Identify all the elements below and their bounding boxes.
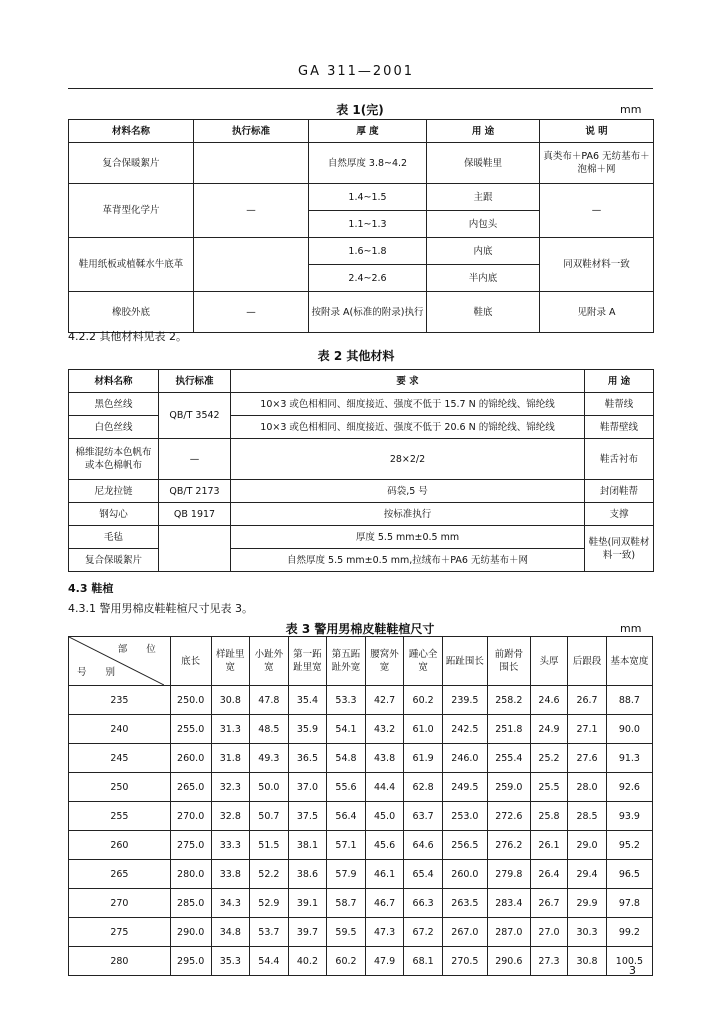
- table1-cell-thickness: 自然厚度 3.8~4.2: [309, 143, 427, 184]
- table1-header-cell: 厚 度: [309, 120, 427, 143]
- value-cell: 239.5: [442, 686, 487, 715]
- value-cell: 61.0: [404, 715, 443, 744]
- value-cell: 285.0: [170, 889, 211, 918]
- table1-cell-standard: [194, 143, 309, 184]
- table-row: [69, 715, 653, 744]
- value-cell: 50.0: [250, 773, 289, 802]
- table-row: [69, 526, 654, 549]
- table-row: [69, 503, 654, 526]
- value-cell: 39.1: [288, 889, 327, 918]
- value-cell: 34.8: [211, 918, 250, 947]
- value-cell: 260.0: [170, 744, 211, 773]
- value-cell: 37.5: [288, 802, 327, 831]
- value-cell: 31.3: [211, 715, 250, 744]
- table1-cell-use: 保暖鞋里: [427, 143, 540, 184]
- corner-top-label: 部 位: [117, 644, 164, 655]
- value-cell: 54.1: [327, 715, 366, 744]
- table2-header-cell: 材料名称: [69, 370, 159, 393]
- value-cell: 26.7: [530, 889, 568, 918]
- size-cell: 240: [69, 715, 171, 744]
- table1-cell-thickness: 1.6~1.8: [309, 238, 427, 265]
- table1-header-cell: 执行标准: [194, 120, 309, 143]
- table-row: [69, 860, 653, 889]
- section-4-2-2: 4.2.2 其他材料见表 2。: [68, 330, 187, 343]
- table1-cell-note: —: [540, 184, 654, 238]
- table2-header-cell: 执行标准: [159, 370, 231, 393]
- value-cell: 65.4: [404, 860, 443, 889]
- value-cell: 33.8: [211, 860, 250, 889]
- value-cell: 27.0: [530, 918, 568, 947]
- value-cell: 255.4: [487, 744, 530, 773]
- table2-cell-req: 码袋,5 号: [231, 480, 585, 503]
- value-cell: 32.8: [211, 802, 250, 831]
- table1-header-row: [69, 120, 654, 143]
- table1-cell-standard: [194, 238, 309, 292]
- value-cell: 295.0: [170, 947, 211, 976]
- value-cell: 47.9: [365, 947, 404, 976]
- corner-bottom-label: 号 别: [77, 667, 124, 678]
- value-cell: 53.3: [327, 686, 366, 715]
- value-cell: 93.9: [606, 802, 652, 831]
- value-cell: 35.9: [288, 715, 327, 744]
- value-cell: 39.7: [288, 918, 327, 947]
- value-cell: 25.8: [530, 802, 568, 831]
- value-cell: 275.0: [170, 831, 211, 860]
- table2-caption: 表 2 其他材料: [317, 349, 395, 363]
- value-cell: 33.3: [211, 831, 250, 860]
- value-cell: 99.2: [606, 918, 652, 947]
- value-cell: 47.3: [365, 918, 404, 947]
- value-cell: 270.0: [170, 802, 211, 831]
- table-row: [69, 292, 654, 333]
- table-row: [69, 416, 654, 439]
- value-cell: 251.8: [487, 715, 530, 744]
- value-cell: 259.0: [487, 773, 530, 802]
- table-row: [69, 773, 653, 802]
- value-cell: 36.5: [288, 744, 327, 773]
- standard-code-header: GA 311—2001: [298, 64, 414, 79]
- value-cell: 42.7: [365, 686, 404, 715]
- section-4-3: 4.3 鞋楦: [68, 582, 114, 595]
- value-cell: 57.1: [327, 831, 366, 860]
- value-cell: 249.5: [442, 773, 487, 802]
- table2-cell-use: 鞋帮壁线: [585, 416, 654, 439]
- table-row: [69, 238, 654, 265]
- table-row: [69, 184, 654, 211]
- value-cell: 66.3: [404, 889, 443, 918]
- table3-corner-cell: [69, 637, 171, 686]
- value-cell: 92.6: [606, 773, 652, 802]
- value-cell: 50.7: [250, 802, 289, 831]
- value-cell: 55.6: [327, 773, 366, 802]
- table3-header-cell: 前跗骨围长: [487, 637, 530, 686]
- table2-header-cell: 要 求: [231, 370, 585, 393]
- table3-header-cell: 第五跖趾外宽: [327, 637, 366, 686]
- value-cell: 53.7: [250, 918, 289, 947]
- table3: [68, 636, 653, 976]
- table1-cell-name: 复合保暖絮片: [69, 143, 194, 184]
- value-cell: 290.6: [487, 947, 530, 976]
- value-cell: 57.9: [327, 860, 366, 889]
- table2-cell-name: 黑色丝线: [69, 393, 159, 416]
- table2-cell-req: 28×2/2: [231, 439, 585, 480]
- value-cell: 48.5: [250, 715, 289, 744]
- value-cell: 54.4: [250, 947, 289, 976]
- value-cell: 29.9: [568, 889, 607, 918]
- value-cell: 60.2: [327, 947, 366, 976]
- table2-cell-name: 白色丝线: [69, 416, 159, 439]
- value-cell: 90.0: [606, 715, 652, 744]
- table2-cell-name: 毛毡: [69, 526, 159, 549]
- value-cell: 31.8: [211, 744, 250, 773]
- table-row: [69, 802, 653, 831]
- size-cell: 245: [69, 744, 171, 773]
- table2-cell-standard: QB 1917: [159, 503, 231, 526]
- table3-header-cell: 跖趾围长: [442, 637, 487, 686]
- value-cell: 279.8: [487, 860, 530, 889]
- value-cell: 43.8: [365, 744, 404, 773]
- value-cell: 56.4: [327, 802, 366, 831]
- table-row: [69, 393, 654, 416]
- table-row: [69, 831, 653, 860]
- table2-cell-name: 棉维混纺本色帆布或本色棉帆布: [69, 439, 159, 480]
- value-cell: 88.7: [606, 686, 652, 715]
- table1-cell-name: 橡胶外底: [69, 292, 194, 333]
- value-cell: 52.9: [250, 889, 289, 918]
- value-cell: 97.8: [606, 889, 652, 918]
- table2-cell-standard: [159, 526, 231, 572]
- table2-cell-req: 厚度 5.5 mm±0.5 mm: [231, 526, 585, 549]
- table2-cell-use: 鞋舌衬布: [585, 439, 654, 480]
- table2-cell-standard: —: [159, 439, 231, 480]
- table3-header-cell: 小趾外宽: [250, 637, 289, 686]
- value-cell: 40.2: [288, 947, 327, 976]
- value-cell: 250.0: [170, 686, 211, 715]
- value-cell: 26.1: [530, 831, 568, 860]
- table3-header-cell: 基本宽度: [606, 637, 652, 686]
- value-cell: 91.3: [606, 744, 652, 773]
- value-cell: 276.2: [487, 831, 530, 860]
- table2-cell-use: 封闭鞋帮: [585, 480, 654, 503]
- table-row: [69, 889, 653, 918]
- size-cell: 250: [69, 773, 171, 802]
- value-cell: 52.2: [250, 860, 289, 889]
- value-cell: 260.0: [442, 860, 487, 889]
- value-cell: 32.3: [211, 773, 250, 802]
- value-cell: 30.3: [568, 918, 607, 947]
- value-cell: 29.4: [568, 860, 607, 889]
- section-4-3-1: 4.3.1 警用男棉皮鞋鞋楦尺寸见表 3。: [68, 602, 253, 615]
- size-cell: 275: [69, 918, 171, 947]
- value-cell: 267.0: [442, 918, 487, 947]
- table1-cell-thickness: 1.1~1.3: [309, 211, 427, 238]
- value-cell: 263.5: [442, 889, 487, 918]
- header-rule: [68, 88, 653, 89]
- value-cell: 37.0: [288, 773, 327, 802]
- table1-cell-thickness: 1.4~1.5: [309, 184, 427, 211]
- value-cell: 25.5: [530, 773, 568, 802]
- value-cell: 35.3: [211, 947, 250, 976]
- size-cell: 235: [69, 686, 171, 715]
- value-cell: 47.8: [250, 686, 289, 715]
- value-cell: 28.0: [568, 773, 607, 802]
- value-cell: 287.0: [487, 918, 530, 947]
- value-cell: 24.6: [530, 686, 568, 715]
- value-cell: 45.0: [365, 802, 404, 831]
- table-row: [69, 549, 654, 572]
- table1-header-cell: 用 途: [427, 120, 540, 143]
- table1-cell-use: 内包头: [427, 211, 540, 238]
- value-cell: 29.0: [568, 831, 607, 860]
- table2-header-row: [69, 370, 654, 393]
- value-cell: 38.6: [288, 860, 327, 889]
- value-cell: 290.0: [170, 918, 211, 947]
- value-cell: 64.6: [404, 831, 443, 860]
- value-cell: 35.4: [288, 686, 327, 715]
- value-cell: 58.7: [327, 889, 366, 918]
- value-cell: 280.0: [170, 860, 211, 889]
- table3-header-cell: 后跟段: [568, 637, 607, 686]
- table2-cell-req: 按标准执行: [231, 503, 585, 526]
- value-cell: 46.7: [365, 889, 404, 918]
- table2-cell-name: 复合保暖絮片: [69, 549, 159, 572]
- value-cell: 44.4: [365, 773, 404, 802]
- table3-header-cell: 第一跖趾里宽: [288, 637, 327, 686]
- value-cell: 61.9: [404, 744, 443, 773]
- table-row: [69, 439, 654, 480]
- table3-header-cell: 腰窝外宽: [365, 637, 404, 686]
- value-cell: 49.3: [250, 744, 289, 773]
- value-cell: 246.0: [442, 744, 487, 773]
- table2-cell-req: 自然厚度 5.5 mm±0.5 mm,拉绒布＋PA6 无纺基布＋网: [231, 549, 585, 572]
- table1-header-cell: 说 明: [540, 120, 654, 143]
- value-cell: 258.2: [487, 686, 530, 715]
- table-row: [69, 744, 653, 773]
- size-cell: 270: [69, 889, 171, 918]
- table1-caption: 表 1(完): [336, 103, 384, 117]
- value-cell: 95.2: [606, 831, 652, 860]
- table1-cell-use: 内底: [427, 238, 540, 265]
- table3-header-cell: 样趾里宽: [211, 637, 250, 686]
- value-cell: 54.8: [327, 744, 366, 773]
- value-cell: 51.5: [250, 831, 289, 860]
- table2: [68, 369, 654, 572]
- table1-cell-thickness: 按附录 A(标准的附录)执行: [309, 292, 427, 333]
- table2-cell-use: 支撑: [585, 503, 654, 526]
- value-cell: 27.3: [530, 947, 568, 976]
- table-row: [69, 947, 653, 976]
- table1-cell-use: 鞋底: [427, 292, 540, 333]
- table3-header-row: [69, 637, 653, 686]
- size-cell: 280: [69, 947, 171, 976]
- value-cell: 63.7: [404, 802, 443, 831]
- table1-unit: mm: [620, 103, 642, 116]
- table3-header-cell: 底长: [170, 637, 211, 686]
- table-row: [69, 918, 653, 947]
- table3-unit: mm: [620, 622, 642, 635]
- table2-cell-use: 鞋帮线: [585, 393, 654, 416]
- table1-cell-standard: —: [194, 292, 309, 333]
- table3-header-cell: 头厚: [530, 637, 568, 686]
- table2-cell-req: 10×3 或色相相同、细度接近、强度不低于 15.7 N 的锦纶线、锦纶线: [231, 393, 585, 416]
- value-cell: 28.5: [568, 802, 607, 831]
- value-cell: 34.3: [211, 889, 250, 918]
- table2-header-cell: 用 途: [585, 370, 654, 393]
- value-cell: 283.4: [487, 889, 530, 918]
- value-cell: 270.5: [442, 947, 487, 976]
- table1-cell-note: 真类布＋PA6 无纺基布＋泡棉＋网: [540, 143, 654, 184]
- table1-cell-thickness: 2.4~2.6: [309, 265, 427, 292]
- value-cell: 27.6: [568, 744, 607, 773]
- table3-caption: 表 3 警用男棉皮鞋鞋楦尺寸: [285, 622, 435, 636]
- value-cell: 46.1: [365, 860, 404, 889]
- value-cell: 38.1: [288, 831, 327, 860]
- table1-header-cell: 材料名称: [69, 120, 194, 143]
- table-row: [69, 143, 654, 184]
- value-cell: 59.5: [327, 918, 366, 947]
- table1-cell-use: 半内底: [427, 265, 540, 292]
- table2-cell-req: 10×3 或色相相同、细度接近、强度不低于 20.6 N 的锦纶线、锦纶线: [231, 416, 585, 439]
- size-cell: 265: [69, 860, 171, 889]
- table2-cell-standard: QB/T 2173: [159, 480, 231, 503]
- value-cell: 26.4: [530, 860, 568, 889]
- value-cell: 67.2: [404, 918, 443, 947]
- value-cell: 27.1: [568, 715, 607, 744]
- value-cell: 62.8: [404, 773, 443, 802]
- value-cell: 60.2: [404, 686, 443, 715]
- table2-cell-use: 鞋垫(同双鞋材料一致): [585, 526, 654, 572]
- table1-cell-name: 革背型化学片: [69, 184, 194, 238]
- value-cell: 272.6: [487, 802, 530, 831]
- table1-cell-note: 同双鞋材料一致: [540, 238, 654, 292]
- page-number: 3: [629, 964, 636, 977]
- table2-cell-name: 尼龙拉链: [69, 480, 159, 503]
- table1-cell-name: 鞋用纸板或植鞣水牛底革: [69, 238, 194, 292]
- value-cell: 24.9: [530, 715, 568, 744]
- value-cell: 26.7: [568, 686, 607, 715]
- value-cell: 30.8: [211, 686, 250, 715]
- table3-body: [69, 686, 653, 976]
- size-cell: 260: [69, 831, 171, 860]
- value-cell: 253.0: [442, 802, 487, 831]
- table1: [68, 119, 654, 333]
- value-cell: 265.0: [170, 773, 211, 802]
- value-cell: 30.8: [568, 947, 607, 976]
- value-cell: 96.5: [606, 860, 652, 889]
- value-cell: 25.2: [530, 744, 568, 773]
- table-row: [69, 480, 654, 503]
- value-cell: 100.5: [606, 947, 652, 976]
- value-cell: 242.5: [442, 715, 487, 744]
- table1-cell-use: 主跟: [427, 184, 540, 211]
- table2-cell-standard: QB/T 3542: [159, 393, 231, 439]
- value-cell: 43.2: [365, 715, 404, 744]
- value-cell: 255.0: [170, 715, 211, 744]
- size-cell: 255: [69, 802, 171, 831]
- table2-cell-name: 钢勾心: [69, 503, 159, 526]
- table1-cell-standard: —: [194, 184, 309, 238]
- table-row: [69, 686, 653, 715]
- value-cell: 68.1: [404, 947, 443, 976]
- table1-cell-note: 见附录 A: [540, 292, 654, 333]
- value-cell: 256.5: [442, 831, 487, 860]
- table3-header-cell: 踵心全宽: [404, 637, 443, 686]
- value-cell: 45.6: [365, 831, 404, 860]
